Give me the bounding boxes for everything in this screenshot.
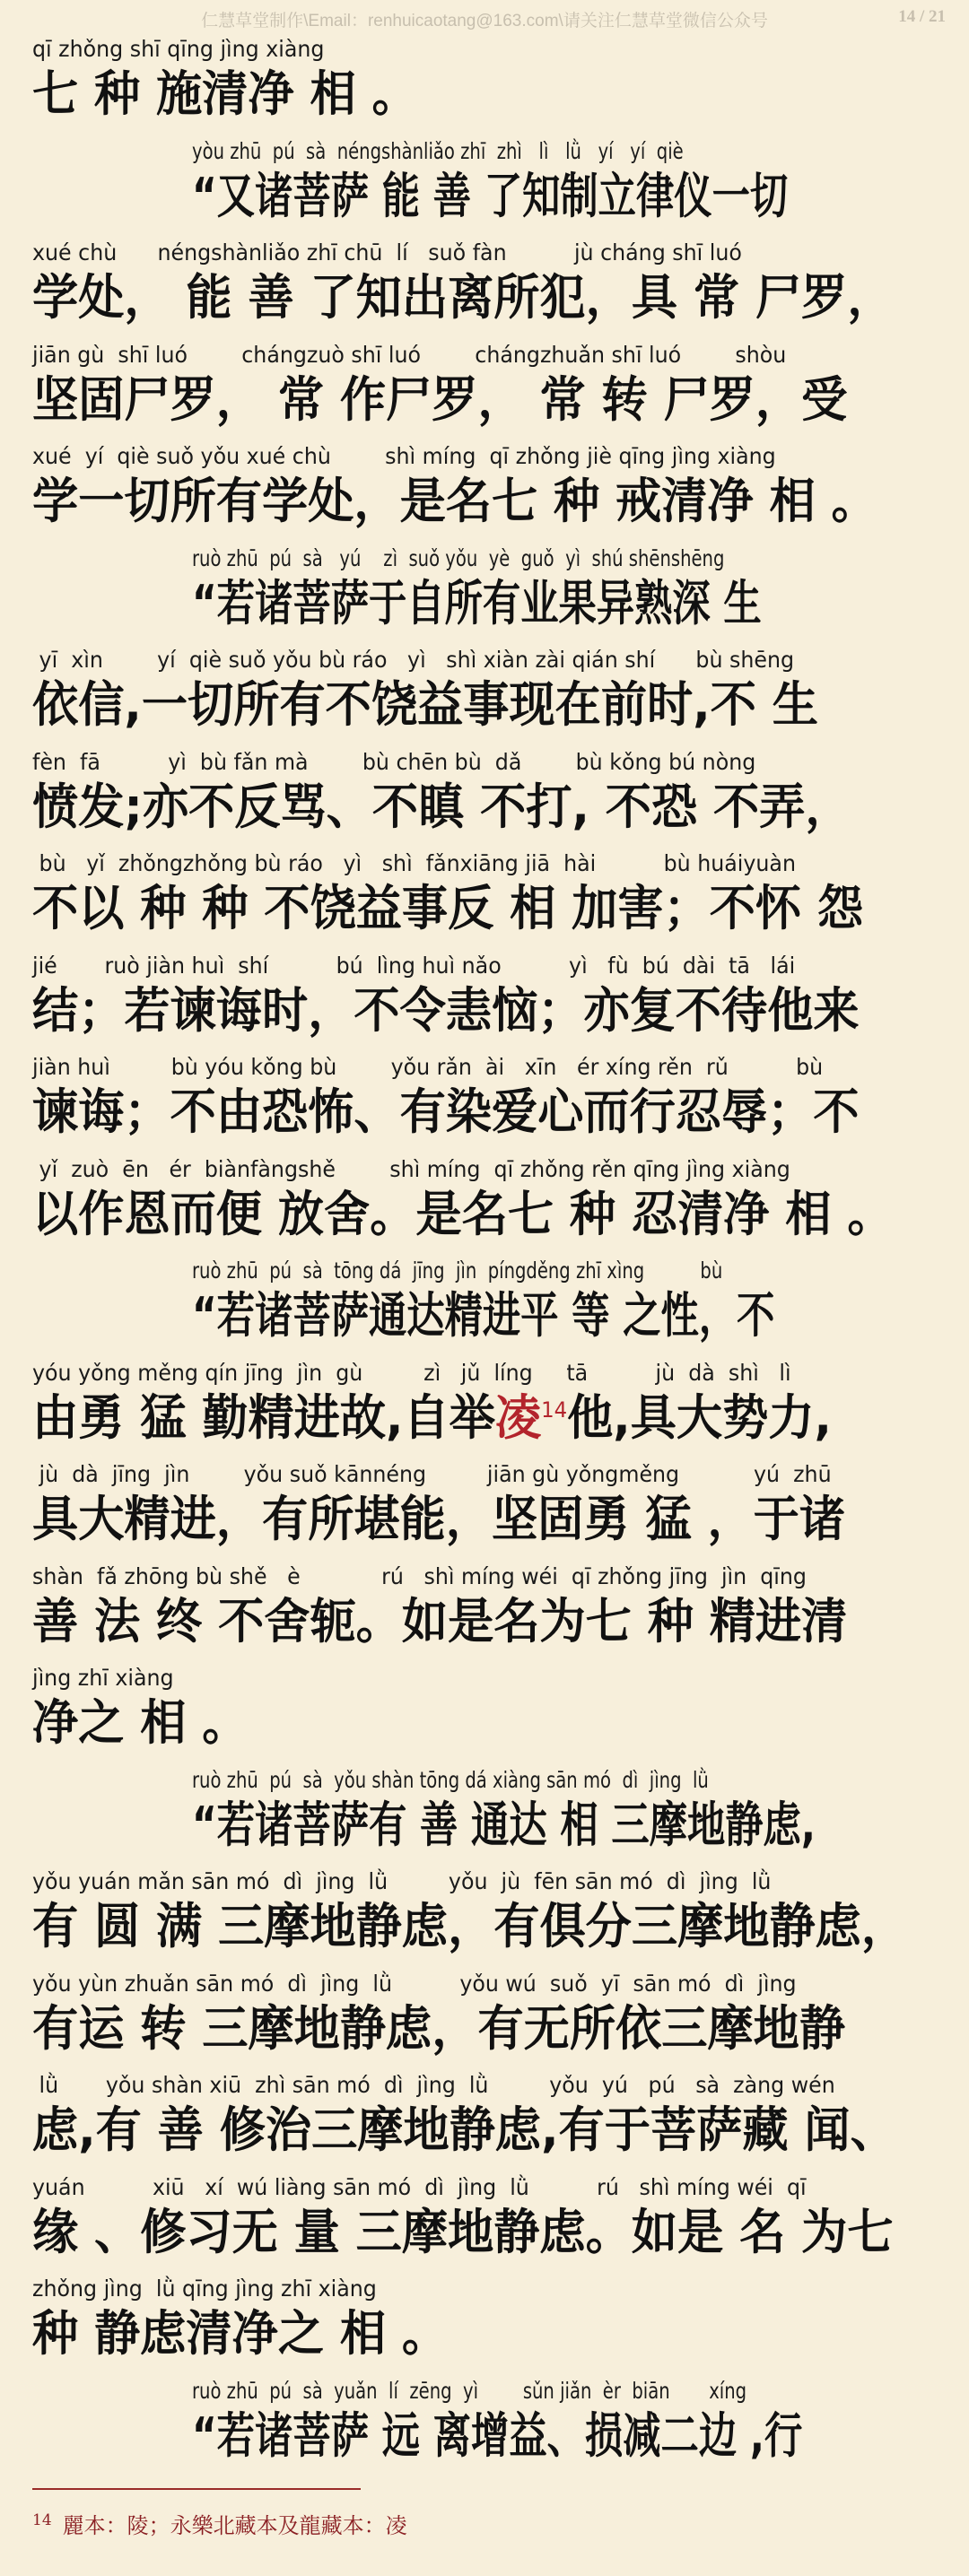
- chinese-text-segment: 学一切所有学处，是名七 种 戒清净 相 。: [32, 473, 877, 529]
- chinese-text-segment: “若诸菩萨 远 离增益、损减二边 ,行: [192, 2406, 803, 2464]
- chinese-text: [32, 1594, 951, 1649]
- text-line: [0, 2174, 969, 2275]
- chinese-text: [192, 1797, 951, 1853]
- chinese-text: [32, 2306, 951, 2362]
- chinese-text: [192, 2408, 951, 2464]
- pinyin-annotation: jiàn huì bù yóu kǒng bù yǒu rǎn ài xīn ér xíng rěn rǔ bù: [32, 1054, 824, 1080]
- text-line: [0, 443, 969, 544]
- pinyin-annotation: yī xìn yí qiè suǒ yǒu bù ráo yì shì xiàn zài qián shí bù shēng: [32, 647, 795, 673]
- chinese-text-segment: 有运 转 三摩地静虑，有无所依三摩地静: [32, 1999, 846, 2057]
- chinese-text-segment: 学处， 能 善 了知出离所犯，具 常 尸罗，: [32, 269, 894, 326]
- chinese-text-segment: 具大精进，有所堪能，坚固勇 猛 ，于诸: [32, 1491, 846, 1547]
- text-line: [0, 2072, 969, 2172]
- pinyin-annotation: bù yǐ zhǒngzhǒng bù ráo yì shì fǎnxiāng jiā hài bù huáiyuàn: [32, 850, 796, 876]
- chinese-text: [192, 576, 951, 631]
- text-line: [0, 36, 969, 136]
- text-line: [0, 2378, 969, 2478]
- pinyin-annotation: jù dà jīng jìn yǒu suǒ kānnéng jiān gù yǒngměng yú zhū: [32, 1461, 832, 1487]
- chinese-text: [32, 1084, 951, 1140]
- pinyin-annotation: xué yí qiè suǒ yǒu xué chù shì míng qī zhǒng jiè qīng jìng xiàng: [32, 443, 776, 469]
- chinese-text: [32, 66, 951, 122]
- footnote-divider: [32, 2488, 361, 2490]
- chinese-text-segment: 种 静虑清净之 相 。: [32, 2305, 449, 2362]
- pinyin-annotation: shàn fǎ zhōng bù shě è rú shì míng wéi qī zhǒng jīng jìn qīng: [32, 1562, 807, 1589]
- page-number: 14 / 21: [898, 7, 946, 26]
- chinese-text: [32, 1390, 951, 1446]
- text-line: [0, 1971, 969, 2071]
- pinyin-annotation: yǒu yùn zhuǎn sān mó dì jìng lǜ yǒu wú suǒ yī sān mó dì jìng: [32, 1970, 797, 1997]
- text-line: [0, 1665, 969, 1765]
- pinyin-annotation: yǐ zuò ēn ér biànfàngshě shì míng qī zhǒng rěn qīng jìng xiàng: [32, 1155, 790, 1182]
- pinyin-annotation: yóu yǒng měng qín jīng jìn gù zì jǔ líng tā jù dà shì lì: [32, 1359, 791, 1386]
- chinese-text: [32, 1492, 951, 1547]
- chinese-text-segment: “又诸菩萨 能 善 了知制立律仪一切: [192, 167, 789, 224]
- text-line: [0, 545, 969, 646]
- pinyin-annotation: ruò zhū pú sà yuǎn lí zēng yì sǔn jiǎn èr biān xíng: [192, 2377, 747, 2404]
- text-line: [0, 850, 969, 951]
- text-line: [0, 647, 969, 747]
- chinese-text: [32, 2102, 951, 2158]
- pinyin-annotation: yǒu yuán mǎn sān mó dì jìng lǜ yǒu jù fēn sān mó dì jìng lǜ: [32, 1868, 772, 1894]
- variant-character: 凌: [494, 1388, 542, 1446]
- chinese-text: [32, 1695, 951, 1751]
- chinese-text-segment: 由勇 猛 勤精进故,自举: [32, 1388, 495, 1446]
- text-line: [0, 749, 969, 849]
- chinese-text-segment: 有 圆 满 三摩地静虑，有俱分三摩地静虑，: [32, 1898, 908, 1954]
- chinese-text-segment: 七 种 施清净 相 。: [32, 65, 418, 122]
- text-line: [0, 1156, 969, 1257]
- chinese-text-segment: 坚固尸罗， 常 作尸罗， 常 转 尸罗，受: [32, 370, 848, 428]
- chinese-text: [32, 677, 951, 733]
- pinyin-annotation: jìng zhī xiàng: [32, 1665, 174, 1691]
- chinese-text: [32, 983, 951, 1039]
- chinese-text-segment: 以作恩而便 放舍。是名七 种 忍清净 相 。: [32, 1185, 894, 1242]
- chinese-text-segment: “若诸菩萨通达精进平 等 之性，不: [192, 1287, 775, 1344]
- chinese-text: [32, 2205, 951, 2260]
- footnote-number: 14: [32, 2511, 52, 2529]
- pinyin-annotation: jiān gù shī luó chángzuò shī luó chángzhuǎn shī luó shòu: [32, 341, 787, 368]
- chinese-text: [32, 1187, 951, 1242]
- text-line: [0, 342, 969, 442]
- pinyin-annotation: xué chù néngshànliǎo zhī chū lí suǒ fàn jù cháng shī luó: [32, 239, 742, 265]
- chinese-text: [32, 779, 951, 835]
- text-line: [0, 239, 969, 340]
- text-line: [0, 1054, 969, 1154]
- chinese-text: [32, 881, 951, 936]
- text-line: [0, 1868, 969, 1969]
- chinese-text: [32, 2001, 951, 2057]
- pinyin-annotation: zhǒng jìng lǜ qīng jìng zhī xiàng: [32, 2276, 377, 2302]
- footnote-text: 麗本：陵；永樂北藏本及龍藏本：凌: [62, 2513, 407, 2538]
- chinese-text: [32, 474, 951, 529]
- chinese-text-segment: 依信,一切所有不饶益事现在前时,不 生: [32, 676, 818, 733]
- pinyin-annotation: lǜ yǒu shàn xiū zhì sān mó dì jìng lǜ yǒu yú pú sà zàng wén: [32, 2072, 835, 2098]
- chinese-text-segment: 善 法 终 不舍轭。如是名为七 种 精进清: [32, 1592, 848, 1649]
- pinyin-annotation: ruò zhū pú sà yú zì suǒ yǒu yè guǒ yì shú shēnshēng: [192, 544, 725, 571]
- chinese-text-segment: 结；若谏诲时，不令恚恼；亦复不待他来: [32, 981, 860, 1039]
- chinese-text-segment: 他,具大势力,: [567, 1388, 832, 1446]
- text-line: [0, 953, 969, 1053]
- chinese-text-segment: 谏诲；不由恐怖、有染爱心而行忍辱；不: [32, 1083, 860, 1140]
- pinyin-annotation: ruò zhū pú sà yǒu shàn tōng dá xiàng sān mó dì jìng lǜ: [192, 1766, 709, 1793]
- chinese-text-segment: “若诸菩萨于自所有业果异熟深 生: [192, 574, 762, 631]
- chinese-text: [192, 169, 951, 224]
- pinyin-annotation: fèn fā yì bù fǎn mà bù chēn bù dǎ bù kǒng bú nòng: [32, 748, 756, 775]
- text-line: [0, 2276, 969, 2376]
- chinese-text-segment: 愤发;亦不反骂、不瞋 不打, 不恐 不弄，: [32, 778, 851, 835]
- text-line: [0, 1258, 969, 1358]
- chinese-text-segment: 净之 相 。: [32, 1694, 249, 1751]
- pinyin-annotation: qī zhǒng shī qīng jìng xiàng: [32, 36, 325, 62]
- chinese-text: [192, 1288, 951, 1344]
- text-line: [0, 138, 969, 239]
- chinese-text-segment: “若诸菩萨有 善 通达 相 三摩地静虑,: [192, 1796, 816, 1853]
- text-line: [0, 1767, 969, 1867]
- text-line: [0, 1461, 969, 1562]
- pinyin-annotation: jié ruò jiàn huì shí bú lìng huì nǎo yì fù bú dài tā lái: [32, 952, 796, 979]
- page-header: [0, 0, 969, 36]
- footnote-marker[interactable]: 14: [541, 1397, 568, 1423]
- chinese-text-segment: 不以 种 种 不饶益事反 相 加害；不怀 怨: [32, 880, 864, 936]
- pinyin-annotation: yòu zhū pú sà néngshànliǎo zhī zhì lì lǜ yí yí qiè: [192, 137, 684, 164]
- chinese-text-segment: 缘 、修习无 量 三摩地静虑。如是 名 为七: [32, 2203, 894, 2260]
- chinese-text-segment: 虑,有 善 修治三摩地静虑,有于菩萨藏 闻、: [32, 2102, 896, 2158]
- pinyin-annotation: yuán xiū xí wú liàng sān mó dì jìng lǜ rú shì míng wéi qī: [32, 2173, 807, 2200]
- chinese-text: [32, 270, 951, 326]
- footnote: [32, 2508, 407, 2539]
- header-credit: 仁慧草堂制作\Email：renhuicaotang@163.com\请关注仁慧草堂微信公众号: [201, 12, 768, 30]
- pinyin-annotation: ruò zhū pú sà tōng dá jīng jìn píngděng zhī xìng bù: [192, 1258, 723, 1284]
- text-line: [0, 1360, 969, 1460]
- text-line: [0, 1563, 969, 1664]
- chinese-text: [32, 372, 951, 428]
- chinese-text: [32, 1899, 951, 1954]
